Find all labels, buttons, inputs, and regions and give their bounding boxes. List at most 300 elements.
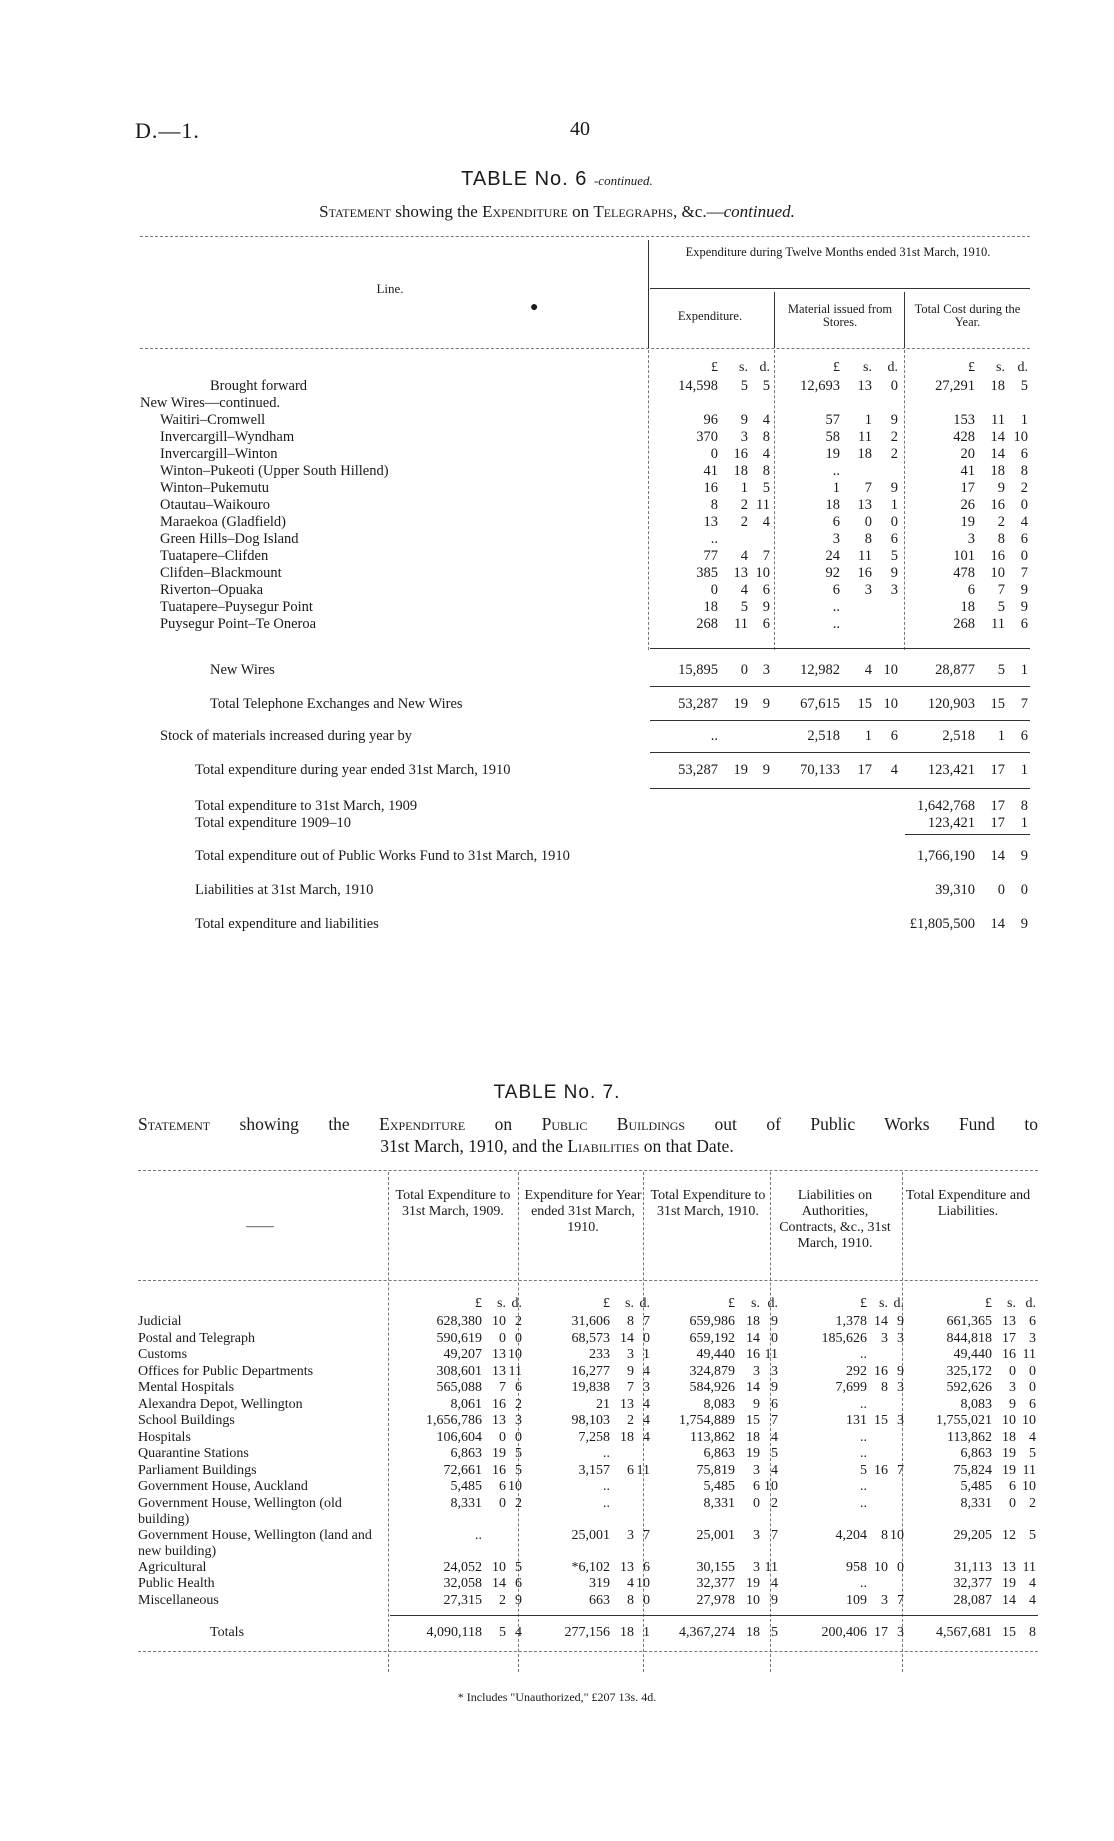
t6-row-7-col1-d: 1 — [890, 497, 898, 513]
t7-row-8-col0-l: 6,863 — [450, 1446, 482, 1461]
t7-row-4-label: Mental Hospitals — [138, 1380, 235, 1395]
t7-row-4-col0-s: 7 — [499, 1380, 506, 1395]
t6-total-2-col1-d: 6 — [890, 728, 898, 744]
t6-unit-2-s: s. — [996, 360, 1005, 375]
t7-sub-d: on — [465, 1114, 542, 1134]
t7-row-0-col2-s: 18 — [746, 1314, 760, 1329]
t6-total-3-col2-d: 1 — [1020, 762, 1028, 778]
t7-row-1-col2-d: 0 — [771, 1330, 778, 1346]
t7-row-4-col4-s: 3 — [1009, 1380, 1016, 1395]
t7-unit-3-s: s. — [879, 1296, 888, 1311]
t7-row-4-col1-d: 3 — [643, 1380, 650, 1395]
t6-row-9-col2-s: 8 — [997, 531, 1005, 547]
t7-row-13-col4-d: 11 — [1022, 1559, 1036, 1575]
t7-row-11-col4-s: 0 — [1009, 1495, 1016, 1511]
t7-row-2-col0-d: 10 — [508, 1347, 522, 1362]
t6-summary-1-label: Total expenditure 1909–10 — [195, 815, 352, 831]
t7-row-15-col4-d: 4 — [1029, 1592, 1036, 1608]
t6-line-header: Line. — [376, 281, 404, 296]
t6-row-0-col2-l: 27,291 — [935, 378, 975, 394]
t7-row-11-col0-d: 2 — [515, 1495, 522, 1511]
t7-row-14-col1-d: 10 — [636, 1576, 650, 1591]
t7-row-7-col1-s: 18 — [620, 1429, 634, 1445]
t6-summary-3-col2-s: 0 — [997, 882, 1005, 898]
t7-row-10-col0-s: 6 — [499, 1479, 506, 1494]
t6-row-12-col2-d: 9 — [1020, 582, 1028, 598]
t7-row-9-col4-s: 19 — [1002, 1462, 1016, 1478]
t6-summary-2-col2-d: 9 — [1020, 848, 1028, 864]
t6-summary-2-col2-s: 14 — [990, 848, 1005, 864]
t7-col-header-1: Expenditure for Year ended 31st March, 1910. — [524, 1188, 642, 1235]
t6-row-0-col2-d: 5 — [1020, 378, 1028, 394]
t6-row-11-col1-s: 16 — [857, 565, 872, 581]
t6-row-13-col2-l: 18 — [960, 599, 975, 615]
t6-row-3-col2-s: 14 — [990, 429, 1005, 445]
t6-total-0-col2-d: 1 — [1020, 662, 1028, 678]
t6-sub-c: Expenditure — [482, 202, 568, 221]
t6-total-1-rule — [650, 720, 1030, 721]
t7-row-12-col2-d: 7 — [771, 1527, 778, 1543]
t7-row-13-label: Agricultural — [138, 1559, 207, 1575]
t6-row-8-col2-d: 4 — [1020, 514, 1028, 530]
t6-total-0-rule — [650, 686, 1030, 687]
t6-summary-1-col2-d: 1 — [1020, 815, 1028, 831]
t7-row-12-col4-d: 5 — [1029, 1527, 1036, 1543]
t7-row-5-col4-s: 9 — [1009, 1396, 1016, 1412]
t7-row-6-col2-l: 1,754,889 — [679, 1413, 735, 1428]
t7-row-0-col4-l: 661,365 — [946, 1314, 992, 1329]
t6-row-4-col1-l: 19 — [825, 446, 840, 462]
t7-col-header-0: Total Expenditure to 31st March, 1909. — [395, 1188, 511, 1219]
t7-unit-0-l: £ — [475, 1296, 482, 1311]
t7-row-3-col4-l: 325,172 — [946, 1363, 992, 1379]
t6-total-1-col0-d: 9 — [762, 696, 770, 712]
t7-row-14-col0-s: 14 — [492, 1576, 506, 1591]
t6-row-1-label: New Wires—continued. — [140, 395, 281, 411]
t6-row-13-label: Tuatapere–Puysegur Point — [160, 599, 313, 615]
t6-row-5-col1-l: .. — [832, 463, 840, 479]
t6-row-7-col1-s: 13 — [857, 497, 872, 513]
t7-row-15-col3-l: 109 — [846, 1592, 867, 1608]
t7-totals-col2-l: 4,367,274 — [679, 1625, 735, 1640]
t7-row-5-col1-d: 4 — [643, 1396, 650, 1412]
t7-row-9-col1-l: 3,157 — [578, 1462, 610, 1478]
t7-totals-col1-l: 277,156 — [564, 1625, 610, 1640]
t7-sub-i: on that Date. — [639, 1136, 734, 1156]
t7-totals-col1-s: 18 — [620, 1625, 634, 1640]
t7-row-9-col0-l: 72,661 — [443, 1462, 482, 1478]
t7-row-3-col0-d: 11 — [508, 1363, 522, 1379]
t6-row-12-col0-d: 6 — [762, 582, 770, 598]
t6-row-9-label: Green Hills–Dog Island — [160, 531, 299, 547]
t7-row-2-col1-l: 233 — [589, 1347, 610, 1362]
t6-total-0-col0-d: 3 — [762, 662, 770, 678]
t7-unit-1-s: s. — [625, 1296, 634, 1311]
t6-row-7-col1-l: 18 — [825, 497, 840, 513]
t6-row-8-col0-d: 4 — [762, 514, 770, 530]
t6-summary-2-col2-l: 1,766,190 — [917, 848, 975, 864]
t6-summary-4-col2-d: 9 — [1020, 916, 1028, 932]
t7-col-header-2: Total Expenditure to 31st March, 1910. — [650, 1188, 766, 1219]
t7-row-14-col0-d: 6 — [515, 1576, 522, 1591]
t7-row-9-col1-s: 6 — [627, 1462, 634, 1478]
t7-row-6-col4-s: 10 — [1002, 1413, 1016, 1428]
t7-row-2-col2-s: 16 — [746, 1347, 760, 1362]
t7-row-5-col0-l: 8,061 — [450, 1396, 482, 1412]
t6-row-14-col1-l: .. — [832, 616, 840, 632]
t7-row-13-col3-d: 0 — [897, 1559, 904, 1575]
t6-total-1-col0-l: 53,287 — [678, 696, 718, 712]
t7-totals-col0-s: 5 — [499, 1625, 506, 1640]
t7-row-11-col2-s: 0 — [753, 1495, 760, 1511]
t7-row-11-label: Government House, Wellington (old building) — [138, 1495, 342, 1527]
t7-row-6-col2-s: 15 — [746, 1413, 760, 1428]
t6-total-0-col0-l: 15,895 — [678, 662, 718, 678]
t6-row-4-label: Invercargill–Winton — [160, 446, 278, 462]
t7-row-10-label: Government House, Auckland — [138, 1479, 308, 1494]
t7-top-rule — [138, 1170, 1038, 1171]
t6-total-0-col2-l: 28,877 — [935, 662, 975, 678]
t7-row-0-col3-d: 9 — [897, 1314, 904, 1329]
t6-row-0-col1-s: 13 — [857, 378, 872, 394]
t6-row-9-col1-l: 3 — [832, 531, 840, 547]
t6-row-11-col0-l: 385 — [696, 565, 718, 581]
t7-row-12-col1-s: 3 — [627, 1527, 634, 1543]
t7-row-15-col1-l: 663 — [589, 1592, 610, 1608]
t6-row-10-label: Tuatapere–Clifden — [160, 548, 269, 564]
t7-row-3-col4-s: 0 — [1009, 1363, 1016, 1379]
t7-row-2-col3-l: .. — [860, 1347, 867, 1362]
t6-total-0-col2-s: 5 — [997, 662, 1005, 678]
table7-subtitle-line1 — [138, 1114, 1038, 1135]
t6-row-8-col0-s: 2 — [740, 514, 748, 530]
t6-row-2-col1-s: 1 — [864, 412, 872, 428]
t6-row-12-label: Riverton–Opuaka — [160, 582, 264, 598]
t7-row-13-col2-d: 11 — [764, 1559, 778, 1575]
t7-row-4-col0-d: 6 — [515, 1380, 522, 1395]
t7-totals-rule-top — [390, 1615, 1038, 1616]
t7-row-0-col1-l: 31,606 — [571, 1314, 610, 1329]
t7-sub-a: Statement — [138, 1114, 211, 1134]
t6-total-3-col0-l: 53,287 — [678, 762, 718, 778]
t6-row-13-col1-l: .. — [832, 599, 840, 615]
t6-row-0-col0-l: 14,598 — [678, 378, 718, 394]
t6-row-13-col0-s: 5 — [740, 599, 748, 615]
t7-row-12-col1-d: 7 — [643, 1527, 650, 1543]
t6-row-14-col2-s: 11 — [991, 616, 1005, 632]
t7-row-5-col2-l: 8,083 — [703, 1396, 735, 1412]
t6-unit-0-s: s. — [739, 360, 748, 375]
t7-unit-1-d: d. — [639, 1296, 650, 1311]
t6-row-3-col0-s: 3 — [740, 429, 748, 445]
t7-row-6-col2-d: 7 — [771, 1413, 778, 1428]
t6-sub-f: , &c.— — [673, 202, 724, 221]
t6-summary-3-label: Liabilities at 31st March, 1910 — [195, 882, 374, 898]
t6-row-6-col2-s: 9 — [997, 480, 1005, 496]
t7-row-10-col2-s: 6 — [753, 1479, 760, 1494]
t7-row-2-col4-s: 16 — [1002, 1347, 1016, 1362]
t6-row-2-col0-d: 4 — [762, 412, 770, 428]
t6-row-8-col1-s: 0 — [864, 514, 872, 530]
t6-row-10-col2-s: 16 — [990, 548, 1005, 564]
table6-title — [0, 168, 1114, 191]
t7-row-1-col3-l: 185,626 — [821, 1330, 867, 1346]
t7-row-15-col0-d: 9 — [515, 1592, 522, 1608]
t7-row-11-col0-l: 8,331 — [450, 1495, 482, 1511]
t7-row-15-col1-s: 8 — [627, 1592, 634, 1608]
t7-row-1-col3-s: 3 — [881, 1330, 888, 1346]
t6-row-12-col0-s: 4 — [740, 582, 748, 598]
t6-row-10-col2-d: 0 — [1020, 548, 1028, 564]
t6-row-5-col2-l: 41 — [960, 463, 975, 479]
t7-row-3-col3-l: 292 — [846, 1363, 867, 1379]
t7-row-3-col3-d: 9 — [897, 1363, 904, 1379]
t7-row-0-col3-s: 14 — [874, 1314, 888, 1329]
t6-row-10-col1-d: 5 — [890, 548, 898, 564]
t7-row-11-col0-s: 0 — [499, 1495, 506, 1511]
t6-row-11-col2-s: 10 — [990, 565, 1005, 581]
t6-row-12-col1-l: 6 — [832, 582, 840, 598]
t6-total-0-col1-s: 4 — [864, 662, 872, 678]
t6-body-vline-0 — [648, 350, 649, 650]
t7-row-11-col1-l: .. — [603, 1495, 610, 1511]
t7-row-10-col4-l: 5,485 — [960, 1479, 992, 1494]
t7-row-9-col3-s: 16 — [874, 1462, 888, 1478]
page-number: 40 — [570, 118, 590, 140]
t7-totals-col3-d: 3 — [897, 1625, 904, 1640]
t7-row-5-col1-s: 13 — [620, 1396, 634, 1412]
t6-sub-g: continued. — [723, 202, 795, 221]
t6-row-2-col0-s: 9 — [740, 412, 748, 428]
t6-top-rule — [140, 236, 1030, 237]
t6-row-12-col2-l: 6 — [967, 582, 975, 598]
t7-row-12-col3-l: 4,204 — [835, 1527, 867, 1543]
t7-sub-e: Public Buildings — [541, 1114, 686, 1134]
t6-row-12-col1-s: 3 — [864, 582, 872, 598]
t7-row-4-col4-d: 0 — [1029, 1380, 1036, 1395]
t7-col-header-4: Total Expenditure and Liabilities. — [905, 1188, 1031, 1219]
t6-summary-4-col2-l: £1,805,500 — [909, 916, 975, 932]
bullet-mark: ● — [530, 300, 539, 315]
t7-row-9-col3-d: 7 — [897, 1462, 904, 1478]
t6-total-2-col2-d: 6 — [1020, 728, 1028, 744]
t7-row-1-col0-d: 0 — [515, 1330, 522, 1346]
t6-row-6-col2-l: 17 — [960, 480, 975, 496]
t7-row-6-col4-d: 10 — [1022, 1413, 1036, 1428]
t7-row-1-col0-l: 590,619 — [436, 1330, 482, 1346]
t6-row-0-col1-l: 12,693 — [800, 378, 840, 394]
t7-unit-2-l: £ — [728, 1296, 735, 1311]
t6-row-6-col0-d: 5 — [762, 480, 770, 496]
t6-row-7-col2-s: 16 — [990, 497, 1005, 513]
t7-row-2-col0-s: 13 — [492, 1347, 506, 1362]
t6-row-7-col0-l: 8 — [710, 497, 718, 513]
t7-row-2-col4-d: 11 — [1022, 1347, 1036, 1362]
t6-row-13-col2-s: 5 — [997, 599, 1005, 615]
t7-row-0-col3-l: 1,378 — [835, 1314, 867, 1329]
t6-row-8-col1-l: 6 — [832, 514, 840, 530]
t7-row-7-col1-l: 7,258 — [578, 1429, 610, 1445]
t7-row-14-col1-l: 319 — [589, 1576, 610, 1591]
t7-row-8-col4-d: 5 — [1029, 1446, 1036, 1461]
t7-row-13-col1-l: *6,102 — [571, 1559, 610, 1575]
t6-total-2-col1-l: 2,518 — [807, 728, 840, 744]
t6-summary-0-col2-l: 1,642,768 — [917, 798, 975, 814]
t6-unit-1-l: £ — [833, 360, 840, 375]
t6-row-12-col0-l: 0 — [710, 582, 718, 598]
t7-sub-c: Expenditure — [379, 1114, 466, 1134]
t6-row-9-col1-d: 6 — [890, 531, 898, 547]
t6-row-14-col2-l: 268 — [953, 616, 975, 632]
t6-row-0-col0-s: 5 — [740, 378, 748, 394]
t7-row-4-col2-l: 584,926 — [689, 1380, 735, 1395]
t7-row-15-col2-d: 9 — [771, 1592, 778, 1608]
t6-row-3-col0-d: 8 — [762, 429, 770, 445]
t6-total-1-col1-s: 15 — [857, 696, 872, 712]
t6-unit-2-d: d. — [1017, 360, 1028, 375]
t6-col-material: Material issued from Stores. — [787, 302, 893, 329]
t7-unit-0-d: d. — [511, 1296, 522, 1311]
t7-row-2-col4-l: 49,440 — [953, 1347, 992, 1362]
t7-row-14-col1-s: 4 — [627, 1576, 634, 1591]
table6-subtitle — [0, 202, 1114, 222]
t6-row-6-col0-s: 1 — [740, 480, 748, 496]
t7-row-13-col0-d: 5 — [515, 1559, 522, 1575]
t7-row-15-col4-l: 28,087 — [953, 1592, 992, 1608]
t6-row-11-label: Clifden–Blackmount — [160, 565, 282, 581]
t6-total-3-col0-d: 9 — [762, 762, 770, 778]
t7-row-3-col4-d: 0 — [1029, 1363, 1036, 1379]
t7-row-6-col0-d: 3 — [515, 1413, 522, 1428]
t6-row-10-col2-l: 101 — [953, 548, 975, 564]
t6-summary-0-col2-d: 8 — [1020, 798, 1028, 814]
t6-row-10-col1-s: 11 — [858, 548, 872, 564]
t7-row-3-col1-s: 9 — [627, 1363, 634, 1379]
t7-row-4-col2-s: 14 — [746, 1380, 760, 1395]
t6-row-6-col2-d: 2 — [1020, 480, 1028, 496]
t7-row-14-col4-l: 32,377 — [953, 1576, 992, 1591]
t6-row-4-col0-s: 16 — [733, 446, 748, 462]
t6-unit-1-d: d. — [887, 360, 898, 375]
t7-row-3-col1-d: 4 — [643, 1363, 650, 1379]
t7-row-9-col0-d: 5 — [515, 1462, 522, 1478]
t7-vline-0 — [388, 1172, 389, 1672]
t7-row-12-col3-d: 10 — [890, 1527, 904, 1543]
t7-row-1-label: Postal and Telegraph — [138, 1330, 255, 1346]
t6-row-7-col2-d: 0 — [1020, 497, 1028, 513]
t7-row-11-col2-l: 8,331 — [703, 1495, 735, 1511]
t7-unit-4-s: s. — [1007, 1296, 1016, 1311]
t7-row-0-col2-l: 659,986 — [689, 1314, 735, 1329]
t7-row-6-col3-l: 131 — [846, 1413, 867, 1428]
t7-row-5-col4-l: 8,083 — [960, 1396, 992, 1412]
t7-row-14-col0-l: 32,058 — [443, 1576, 482, 1591]
t6-row-2-col2-d: 1 — [1020, 412, 1028, 428]
t6-row-10-col1-l: 24 — [825, 548, 840, 564]
t7-row-9-col2-l: 75,819 — [696, 1462, 735, 1478]
t7-unit-2-s: s. — [751, 1296, 760, 1311]
t7-row-8-col4-l: 6,863 — [960, 1446, 992, 1461]
t7-row-0-col0-d: 2 — [515, 1314, 522, 1329]
t7-unit-3-l: £ — [860, 1296, 867, 1311]
t7-row-6-col0-l: 1,656,786 — [426, 1413, 482, 1428]
t6-row-3-col0-l: 370 — [696, 429, 718, 445]
t7-row-15-col3-d: 7 — [897, 1592, 904, 1608]
t7-row-10-col4-d: 10 — [1022, 1479, 1036, 1494]
t6-row-4-col1-d: 2 — [890, 446, 898, 462]
t6-sub-a: Statement — [319, 202, 391, 221]
t7-row-11-col2-d: 2 — [771, 1495, 778, 1511]
t6-row-13-col0-l: 18 — [703, 599, 718, 615]
t7-row-10-col1-l: .. — [603, 1479, 610, 1494]
t7-row-0-col0-s: 10 — [492, 1314, 506, 1329]
t7-row-12-col2-s: 3 — [753, 1527, 760, 1543]
t6-row-9-col0-l: .. — [710, 531, 718, 547]
t6-row-3-col1-s: 11 — [858, 429, 872, 445]
t7-row-11-col3-l: .. — [860, 1495, 867, 1511]
t7-row-15-col1-d: 0 — [643, 1592, 650, 1608]
t7-totals-col0-l: 4,090,118 — [426, 1625, 482, 1640]
t6-col-total-cost: Total Cost during the Year. — [914, 302, 1021, 329]
t6-summary-2-label: Total expenditure out of Public Works Fund to 31st March, 1910 — [195, 848, 570, 864]
t7-row-6-col1-d: 4 — [643, 1413, 650, 1428]
t7-row-5-col1-l: 21 — [596, 1396, 610, 1412]
t6-total-2-col2-s: 1 — [997, 728, 1005, 744]
t7-row-10-col0-d: 10 — [508, 1479, 522, 1494]
t7-row-0-col1-d: 7 — [643, 1314, 650, 1329]
t6-row-5-label: Winton–Pukeoti (Upper South Hillend) — [160, 463, 389, 479]
t7-row-4-col0-l: 565,088 — [436, 1380, 482, 1395]
t7-row-7-col2-l: 113,862 — [690, 1429, 735, 1445]
t6-total-3-col1-l: 70,133 — [800, 762, 840, 778]
t7-row-9-col4-l: 75,824 — [953, 1462, 992, 1478]
t7-row-1-col3-d: 3 — [897, 1330, 904, 1346]
t7-row-3-col3-s: 16 — [874, 1363, 888, 1379]
t6-summary-1-col2-s: 17 — [990, 815, 1005, 831]
t7-row-0-col4-s: 13 — [1002, 1314, 1016, 1329]
t7-row-10-col2-d: 10 — [764, 1479, 778, 1494]
t7-row-13-col0-s: 10 — [492, 1559, 506, 1575]
t6-row-2-col2-l: 153 — [953, 412, 975, 428]
t6-unit-2-l: £ — [968, 360, 975, 375]
t7-row-1-col2-s: 14 — [746, 1330, 760, 1346]
t7-row-1-col4-s: 17 — [1002, 1330, 1016, 1346]
t6-row-4-col2-l: 20 — [960, 446, 975, 462]
t7-row-13-col1-d: 6 — [643, 1559, 650, 1575]
t6-group-header: Expenditure during Twelve Months ended 31st March, 1910. — [685, 245, 991, 259]
t7-row-13-col0-l: 24,052 — [443, 1559, 482, 1575]
t7-row-1-col1-s: 14 — [620, 1330, 634, 1346]
t6-row-14-col0-s: 11 — [734, 616, 748, 632]
t6-rule-newwires — [650, 648, 1030, 649]
t7-totals-col2-s: 18 — [746, 1625, 760, 1640]
t7-row-15-col4-s: 14 — [1002, 1592, 1016, 1608]
t7-row-15-col0-l: 27,315 — [443, 1592, 482, 1608]
t6-row-3-col2-d: 10 — [1013, 429, 1028, 445]
t7-row-1-col4-l: 844,818 — [946, 1330, 992, 1346]
t7-row-10-col3-l: .. — [860, 1479, 867, 1494]
t6-unit-0-l: £ — [711, 360, 718, 375]
t6-row-4-col1-s: 18 — [857, 446, 872, 462]
t7-row-14-col2-d: 4 — [771, 1576, 778, 1591]
t6-row-12-col2-s: 7 — [997, 582, 1005, 598]
t7-row-8-label: Quarantine Stations — [138, 1446, 249, 1461]
t7-row-5-col4-d: 6 — [1029, 1396, 1036, 1412]
t7-row-14-col2-l: 32,377 — [696, 1576, 735, 1591]
t6-row-11-col2-l: 478 — [953, 565, 975, 581]
t7-row-10-col4-s: 6 — [1009, 1479, 1016, 1494]
t6-row-6-col1-d: 9 — [890, 480, 898, 496]
